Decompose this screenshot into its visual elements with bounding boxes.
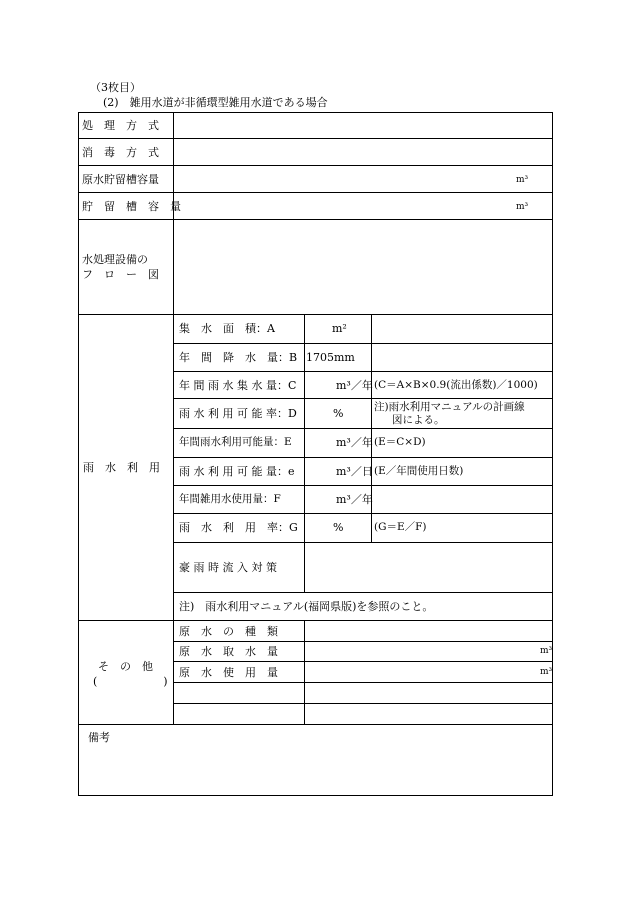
form-table — [78, 112, 553, 796]
raw-water-tank-unit: m³ — [516, 175, 529, 185]
annual-rain-use-unit: m³／年 — [336, 436, 373, 449]
annual-rain-use-note: (E＝C×D) — [374, 436, 426, 448]
treatment-method-label: 処 理 方 式 — [82, 119, 159, 132]
heavy-rain-label: 豪 雨 時 流 入 対 策 — [179, 561, 277, 574]
rain-use-rate-note: (G＝E／F) — [374, 521, 427, 533]
raw-water-type-label: 原 水 の 種 類 — [179, 625, 278, 638]
rain-use-rate-unit: % — [333, 521, 344, 534]
other-label: そ の 他 — [98, 660, 153, 673]
rain-use-rate-possible-note: 注)雨水利用マニュアルの計画線 — [374, 401, 525, 413]
disinfection-method-label: 消 毒 方 式 — [82, 146, 159, 159]
raw-water-intake-unit: m³ — [540, 646, 553, 656]
flow-chart-label-1: 水処理設備の — [82, 253, 148, 266]
annual-rain-collection-note: (C＝A×B×0.9(流出係数)／1000) — [374, 379, 538, 391]
annual-rain-use-label: 年間雨水利用可能量：E — [179, 436, 292, 448]
raw-water-usage-unit: m³ — [540, 667, 553, 677]
flow-chart-label-2: フ ロ ー 図 — [82, 268, 159, 281]
annual-rain-collection-label: 年 間 雨 水 集 水 量：C — [179, 379, 297, 392]
rain-use-label: 雨 水 利 用 — [83, 461, 160, 474]
annual-precip-value: 1705mm — [306, 351, 355, 364]
annual-gray-water-label: 年間雑用水使用量：F — [179, 493, 281, 505]
storage-tank-unit: m³ — [516, 202, 529, 212]
rain-use-rate-possible-unit: % — [333, 407, 344, 420]
catchment-area-unit: m² — [332, 322, 347, 335]
rain-use-rate-possible-note2: 図による。 — [392, 414, 445, 426]
raw-water-intake-label: 原 水 取 水 量 — [179, 645, 278, 658]
rain-use-rate-label: 雨 水 利 用 率：G — [179, 521, 298, 534]
other-paren: ( ) — [93, 675, 168, 688]
daily-rain-use-label: 雨 水 利 用 可 能 量：e — [179, 465, 295, 478]
daily-rain-use-unit: m³／日 — [336, 465, 373, 478]
remarks-label: 備考 — [88, 731, 110, 744]
sheet-number: （3枚目） — [90, 81, 141, 94]
annual-rain-collection-unit: m³／年 — [336, 379, 373, 392]
annual-gray-water-unit: m³／年 — [336, 493, 373, 506]
section-title: (2) 雑用水道が非循環型雑用水道である場合 — [103, 96, 328, 109]
storage-tank-label: 貯 留 槽 容 量 — [82, 200, 181, 213]
catchment-area-label: 集 水 面 積：A — [179, 322, 275, 335]
annual-precip-label: 年 間 降 水 量：B — [179, 351, 298, 364]
raw-water-tank-label: 原水貯留槽容量 — [82, 173, 159, 186]
daily-rain-use-note: (E／年間使用日数) — [374, 465, 464, 477]
rain-footnote: 注) 雨水利用マニュアル(福岡県版)を参照のこと。 — [179, 600, 434, 613]
rain-use-rate-possible-label: 雨 水 利 用 可 能 率：D — [179, 407, 297, 420]
raw-water-usage-label: 原 水 使 用 量 — [179, 666, 278, 679]
